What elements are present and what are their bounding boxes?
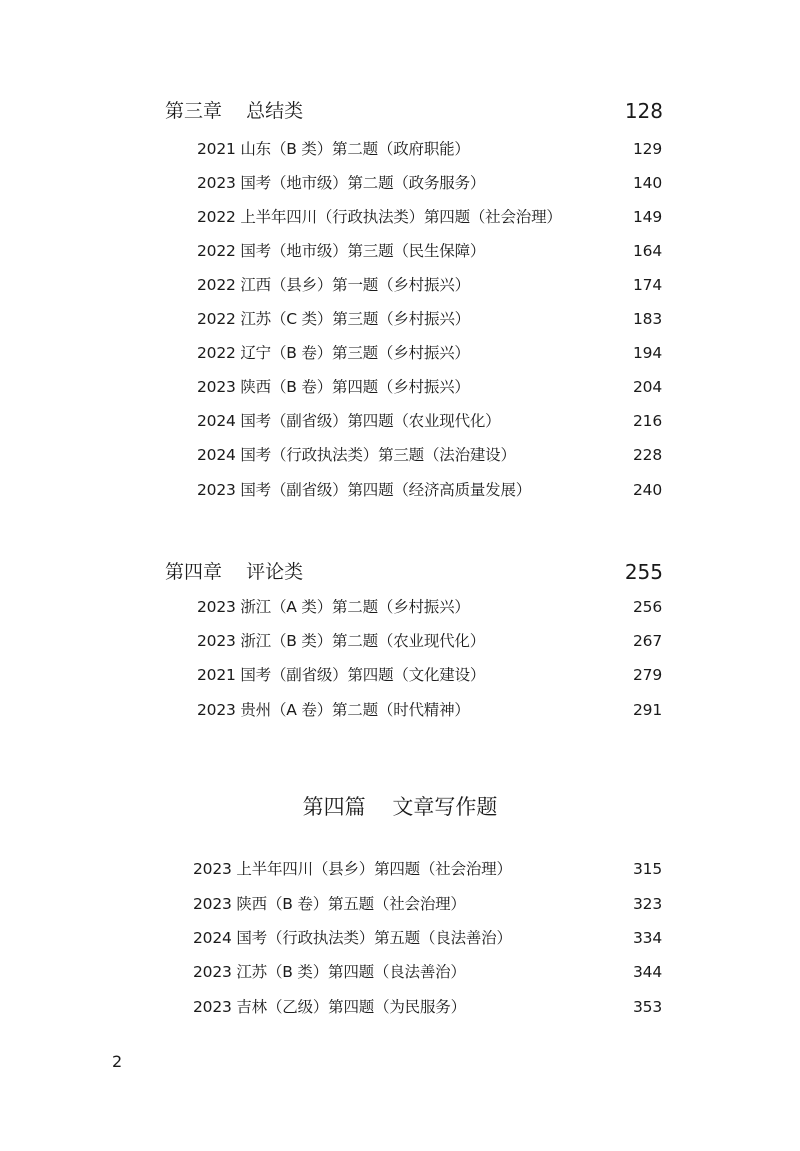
entry-page-number: 129 [633,140,662,158]
entry-title: 2024 国考（行政执法类）第三题（法治建设） [197,446,516,464]
chapter-heading[interactable] [165,96,663,126]
toc-entry[interactable] [197,170,662,196]
entry-title: 2023 国考（副省级）第四题（经济高质量发展） [197,481,532,499]
toc-entry[interactable] [197,408,662,434]
entry-title: 2022 江西（县乡）第一题（乡村振兴） [197,276,470,294]
entry-page-number: 149 [633,208,662,226]
entry-title: 2023 陕西（B 卷）第四题（乡村振兴） [197,378,470,396]
entry-title: 2022 辽宁（B 卷）第三题（乡村振兴） [197,344,470,362]
chapter-page-number: 128 [624,99,663,123]
entry-page-number: 240 [633,481,662,499]
toc-entry[interactable] [193,994,662,1020]
toc-entry[interactable] [197,374,662,400]
entry-page-number: 353 [633,998,662,1016]
toc-entry[interactable] [193,925,662,951]
entry-page-number: 216 [633,412,662,430]
entry-page-number: 174 [633,276,662,294]
entry-page-number: 204 [633,378,662,396]
entry-page-number: 315 [633,860,662,878]
toc-entry[interactable] [197,238,662,264]
toc-entry[interactable] [197,306,662,332]
entry-title: 2023 贵州（A 卷）第二题（时代精神） [197,701,470,719]
entry-page-number: 164 [633,242,662,260]
entry-page-number: 279 [633,666,662,684]
toc-entry[interactable] [197,477,662,503]
entry-title: 2021 国考（副省级）第四题（文化建设） [197,666,486,684]
page-number: 2 [112,1052,123,1071]
entry-title: 2022 上半年四川（行政执法类）第四题（社会治理） [197,208,562,226]
entry-title: 2023 浙江（A 类）第二题（乡村振兴） [197,598,470,616]
entry-page-number: 344 [633,963,662,981]
toc-entry[interactable] [197,204,662,230]
chapter-title: 第三章 总结类 [165,100,304,122]
entry-page-number: 228 [633,446,662,464]
entry-page-number: 267 [633,632,662,650]
toc-entry[interactable] [197,442,662,468]
entry-page-number: 323 [633,895,662,913]
chapter-heading[interactable] [165,557,663,587]
entry-title: 2023 国考（地市级）第二题（政务服务） [197,174,486,192]
toc-entry[interactable] [197,628,662,654]
entry-title: 2023 上半年四川（县乡）第四题（社会治理） [193,860,512,878]
entry-page-number: 256 [633,598,662,616]
entry-title: 2023 江苏（B 类）第四题（良法善治） [193,963,466,981]
chapter-title: 第四章 评论类 [165,561,304,583]
entry-page-number: 183 [633,310,662,328]
toc-entry[interactable] [197,340,662,366]
part-title: 第四篇 文章写作题 [302,795,498,819]
toc-entry[interactable] [197,136,662,162]
toc-entry[interactable] [197,662,662,688]
entry-page-number: 334 [633,929,662,947]
entry-title: 2023 浙江（B 类）第二题（农业现代化） [197,632,486,650]
entry-title: 2024 国考（行政执法类）第五题（良法善治） [193,929,512,947]
entry-title: 2024 国考（副省级）第四题（农业现代化） [197,412,501,430]
chapter-page-number: 255 [624,560,663,584]
entry-title: 2022 国考（地市级）第三题（民生保障） [197,242,486,260]
toc-entry[interactable] [193,856,662,882]
entry-page-number: 194 [633,344,662,362]
toc-entry[interactable] [193,959,662,985]
toc-entry[interactable] [193,891,662,917]
toc-entry[interactable] [197,594,662,620]
entry-title: 2023 陕西（B 卷）第五题（社会治理） [193,895,466,913]
toc-entry[interactable] [197,272,662,298]
entry-page-number: 140 [633,174,662,192]
entry-title: 2021 山东（B 类）第二题（政府职能） [197,140,470,158]
toc-entry[interactable] [197,697,662,723]
entry-page-number: 291 [633,701,662,719]
entry-title: 2022 江苏（C 类）第三题（乡村振兴） [197,310,470,328]
entry-title: 2023 吉林（乙级）第四题（为民服务） [193,998,466,1016]
